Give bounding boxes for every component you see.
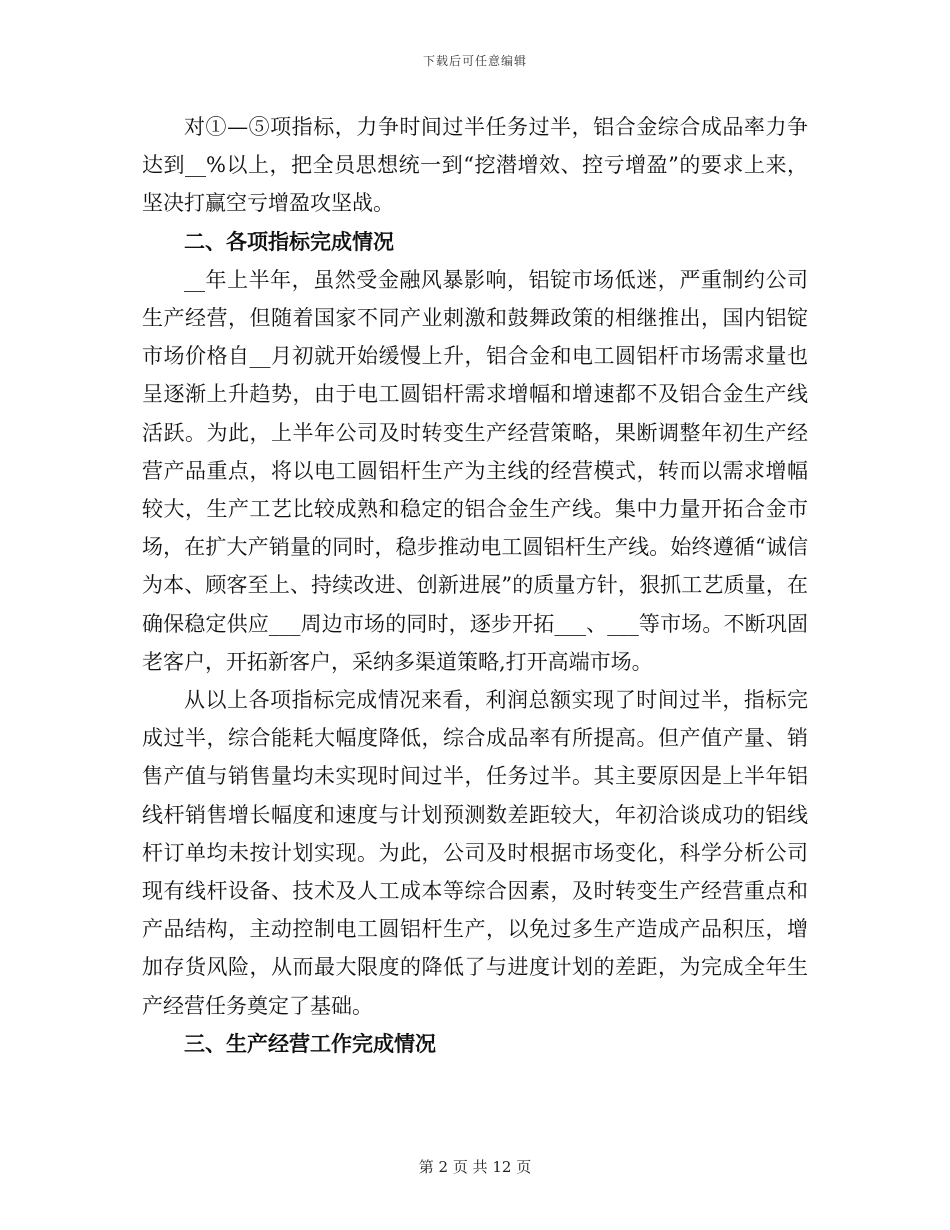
section-heading-indicators: 二、各项指标完成情况 — [184, 229, 394, 254]
paragraph-market-overview: __年上半年，虽然受金融风暴影响，铝锭市场低迷，严重制约公司生产经营，但随着国家不同产业刺激和鼓舞政策的相继推出，国内铝锭市场价格自__月初就开始缓慢上升，铝合金和电工圆铝杆市场需求量也呈逐渐上升趋势，由于电工圆铝杆需求增幅和增速都不及铝合金生产线活跃。为此，上半年公司及时转变生产经营策略，果断调整年初生产经营产品重点，将以电工圆铝杆生产为主线的经营模式，转而以需求增幅较大，生产工艺比较成熟和稳定的铝合金生产线。集中力量开拓合金市场，在扩大产销量的同时，稳步推动电工圆铝杆生产线。始终遵循“诚信为本、顾客至上、持续改进、创新进展”的质量方针，狠抓工艺质量，在确保稳定供应___周边市场的同时，逐步开拓___、___等市场。不断巩固老客户，开拓新客户，采纳多渠道策略,打开高端市场。 — [142, 267, 808, 674]
header-note: 下载后可任意编辑 — [422, 54, 527, 68]
section-heading-operations: 三、生产经营工作完成情况 — [184, 1031, 436, 1056]
page-number: 第 2 页 共 12 页 — [418, 1158, 532, 1176]
paragraph-indicator-analysis: 从以上各项指标完成情况来看，利润总额实现了时间过半，指标完成过半，综合能耗大幅度降低，综合成品率有所提高。但产值产量、销售产值与销售量均未实现时间过半，任务过半。其主要原因是上半年铝线杆销售增长幅度和速度与计划预测数差距较大，年初洽谈成功的铝线杆订单均未按计划实现。为此，公司及时根据市场变化，科学分析公司现有线杆设备、技术及人工成本等综合因素，及时转变生产经营重点和产品结构，主动控制电工圆铝杆生产，以免过多生产造成产品积压，增加存货风险，从而最大限度的降低了与进度计划的差距，为完成全年生产经营任务奠定了基础。 — [142, 688, 808, 1018]
paragraph-targets: 对①—⑤项指标，力争时间过半任务过半，铝合金综合成品率力争达到__%以上，把全员思想统一到“挖潜增效、控亏增盈”的要求上来，坚决打赢空亏增盈攻坚战。 — [142, 115, 808, 216]
document-body — [142, 108, 808, 1063]
